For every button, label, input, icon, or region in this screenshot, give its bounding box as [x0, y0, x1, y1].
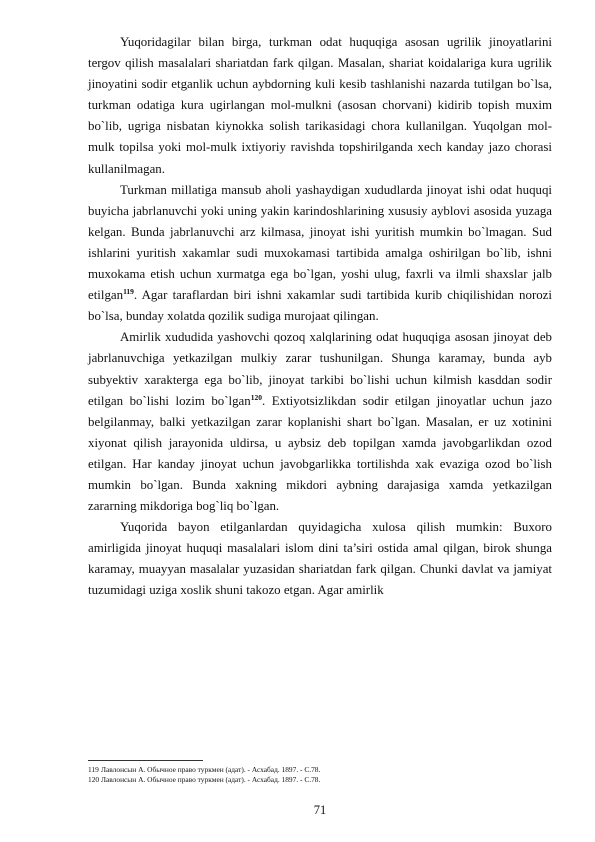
- paragraph: [88, 180, 552, 328]
- paragraph-text: Amirlik xududida yashovchi qozoq xalqlarining odat huquqiga asosan jinoyat deb jabrlanuvchiga yetkazilgan mulkiy zarar tushunilgan. Shunga karamay, bunda ayb subyektiv xarakterga ega bo`lib, jinoyat tarkibi bo`lishi uchun kilmish kasddan sodir etilgan bo`lishi lozim bo`lgan: [88, 330, 552, 408]
- body-text: [88, 32, 552, 602]
- footnote-separator: [88, 760, 203, 761]
- footnote-reference: 119: [123, 287, 134, 297]
- footnote-number: 119: [88, 765, 99, 774]
- paragraph-text: Yuqorida bayon etilganlardan quyidagicha xulosa qilish mumkin: Buxoro amirligida jinoyat huquqi masalalari islom dini ta’siri ostida amal qilgan, birok shunga karamay, muayyan masalalar yuzasidan shariatdan fark qilgan. Chunki davlat va jamiyat tuzumidagi uziga xoslik shuni takozo etgan. Agar amirlik: [88, 520, 552, 598]
- paragraph-text: . Extiyotsizlikdan sodir etilgan jinoyatlar uchun jazo belgilanmay, balki yetkazilgan zarar koplanishi shart bo`lgan. Masalan, er uz xotinini xiyonat qilish jarayonida uldirsa, u aybsiz deb topilgan xamda javobgarlikdan ozod etilgan. Har kanday jinoyat uchun javobgarlikka tortilishda xak evaziga ozod bo`lish mumkin bo`lgan. Bunda xakning mikdori aybning darajasiga xamda yetkazilgan zararning mikdoriga bog`liq bo`lgan.: [88, 393, 552, 514]
- footnote: [88, 765, 552, 775]
- footnote: [88, 775, 552, 785]
- paragraph-text: Turkman millatiga mansub aholi yashaydigan xududlarda jinoyat ishi odat huquqi buyicha jabrlanuvchi yoki uning yakin karindoshlarining xususiy ayblovi asosida yuzaga kelgan. Bunda jabrlanuvchi arz kilmasa, jinoyat ishi yuritish mumkin bo`lmagan. Sud ishlarini yuritish xakamlar sudi muxokamasi tartibida amalga oshirilgan bo`lib, ishni muxokama etish uchun xurmatga ega bo`lgan, yoshi ulug, faxrli va ilmli shaxslar jalb etilgan: [88, 182, 552, 303]
- paragraph-text: . Agar taraflardan biri ishni xakamlar sudi tartibida kurib chiqilishidan norozi bo`lsa, bunday xolatda qozilik sudiga murojaat qilingan.: [88, 288, 552, 324]
- paragraph: [88, 517, 552, 601]
- footnote-reference: 120: [250, 392, 262, 402]
- paragraph: [88, 327, 552, 517]
- footnote-text: Лавлонсын А. Обычное право туркмен (адат). - Асхабад. 1897. - С.78.: [101, 765, 321, 774]
- footnote-number: 120: [88, 775, 100, 785]
- footnote-text: Лавлонсын А. Обычное право туркмен (адат). - Асхабад. 1897. - С.78.: [101, 775, 321, 785]
- paragraph-text: Yuqoridagilar bilan birga, turkman odat huquqiga asosan ugrilik jinoyatlarini tergov qilish masalalari shariatdan fark qilgan. Masalan, shariat koidalariga kura ugrilik jinoyatini sodir etganlik uchun aybdorning kuli kesib tashlanishi nazarda tutilgan bo`lsa, turkman odatiga kura ugirlangan mol-mulkni (asosan chorvani) kidirib topish muxim bo`lib, ugriga nisbatan kiynokka solish tarikasidagi chora kullanilgan. Yuqolgan mol-mulk topilsa yoki mol-mulk ixtiyoriy ravishda topshirilganda xech kanday jazo chorasi kullanilmagan.: [88, 35, 552, 176]
- footnotes: [88, 765, 552, 786]
- paragraph: [88, 32, 552, 180]
- page-number: 71: [313, 803, 327, 817]
